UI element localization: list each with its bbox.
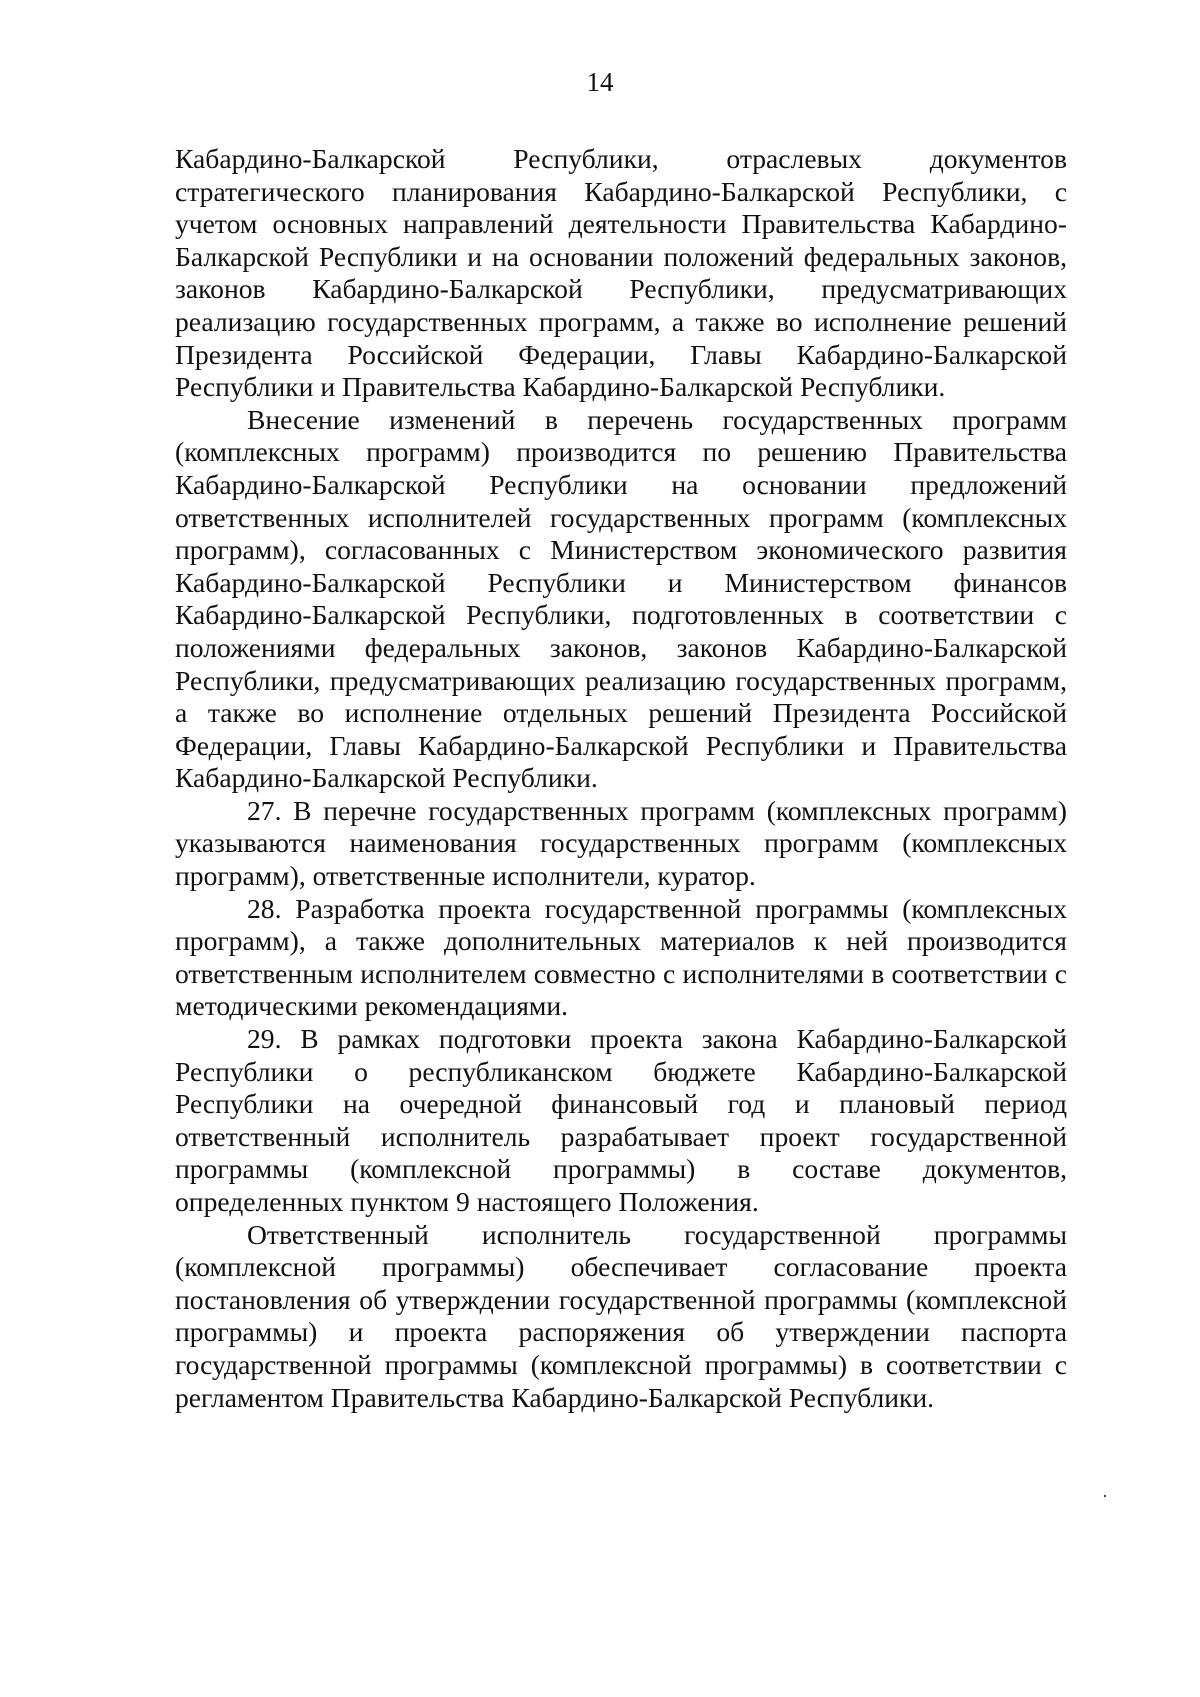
paragraph-continuation: Кабардино-Балкарской Республики, отраслевых документов стратегического планирования Кабардино-Балкарской Республики, с учетом основных направлений деятельности Правительства Кабардино-Балкарской Республики и на основании положений федеральных законов, законов Кабардино-Балкарской Республики, предусматривающих реализацию государственных программ, а также во исполнение решений Президента Российской Федерации, Главы Кабардино-Балкарской Республики и Правительства Кабардино-Балкарской Республики.: [175, 143, 1067, 403]
document-body: [175, 143, 1067, 1414]
paragraph-item-28: 28. Разработка проекта государственной программы (комплексных программ), а также дополнительных материалов к ней производится ответственным исполнителем совместно с исполнителями в соответствии с методическими рекомендациями.: [175, 892, 1067, 1022]
page-number: 14: [586, 67, 614, 97]
paragraph-item-27: 27. В перечне государственных программ (комплексных программ) указываются наименования государственных программ (комплексных программ), ответственные исполнители, куратор.: [175, 794, 1067, 892]
scan-speck: [1104, 1495, 1106, 1497]
paragraph-approval: Ответственный исполнитель государственной программы (комплексной программы) обеспечивает согласование проекта постановления об утверждении государственной программы (комплексной программы) и проекта распоряжения об утверждении паспорта государственной программы (комплексной программы) в соответствии с регламентом Правительства Кабардино-Балкарской Республики.: [175, 1218, 1067, 1413]
paragraph-list-changes: Внесение изменений в перечень государственных программ (комплексных программ) производится по решению Правительства Кабардино-Балкарской Республики на основании предложений ответственных исполнителей государственных программ (комплексных программ), согласованных с Министерством экономического развития Кабардино-Балкарской Республики и Министерством финансов Кабардино-Балкарской Республики, подготовленных в соответствии с положениями федеральных законов, законов Кабардино-Балкарской Республики, предусматривающих реализацию государственных программ, а также во исполнение отдельных решений Президента Российской Федерации, Главы Кабардино-Балкарской Республики и Правительства Кабардино-Балкарской Республики.: [175, 403, 1067, 794]
paragraph-item-29: 29. В рамках подготовки проекта закона Кабардино-Балкарской Республики о республиканском бюджете Кабардино-Балкарской Республики на очередной финансовый год и плановый период ответственный исполнитель разрабатывает проект государственной программы (комплексной программы) в составе документов, определенных пунктом 9 настоящего Положения.: [175, 1023, 1067, 1217]
